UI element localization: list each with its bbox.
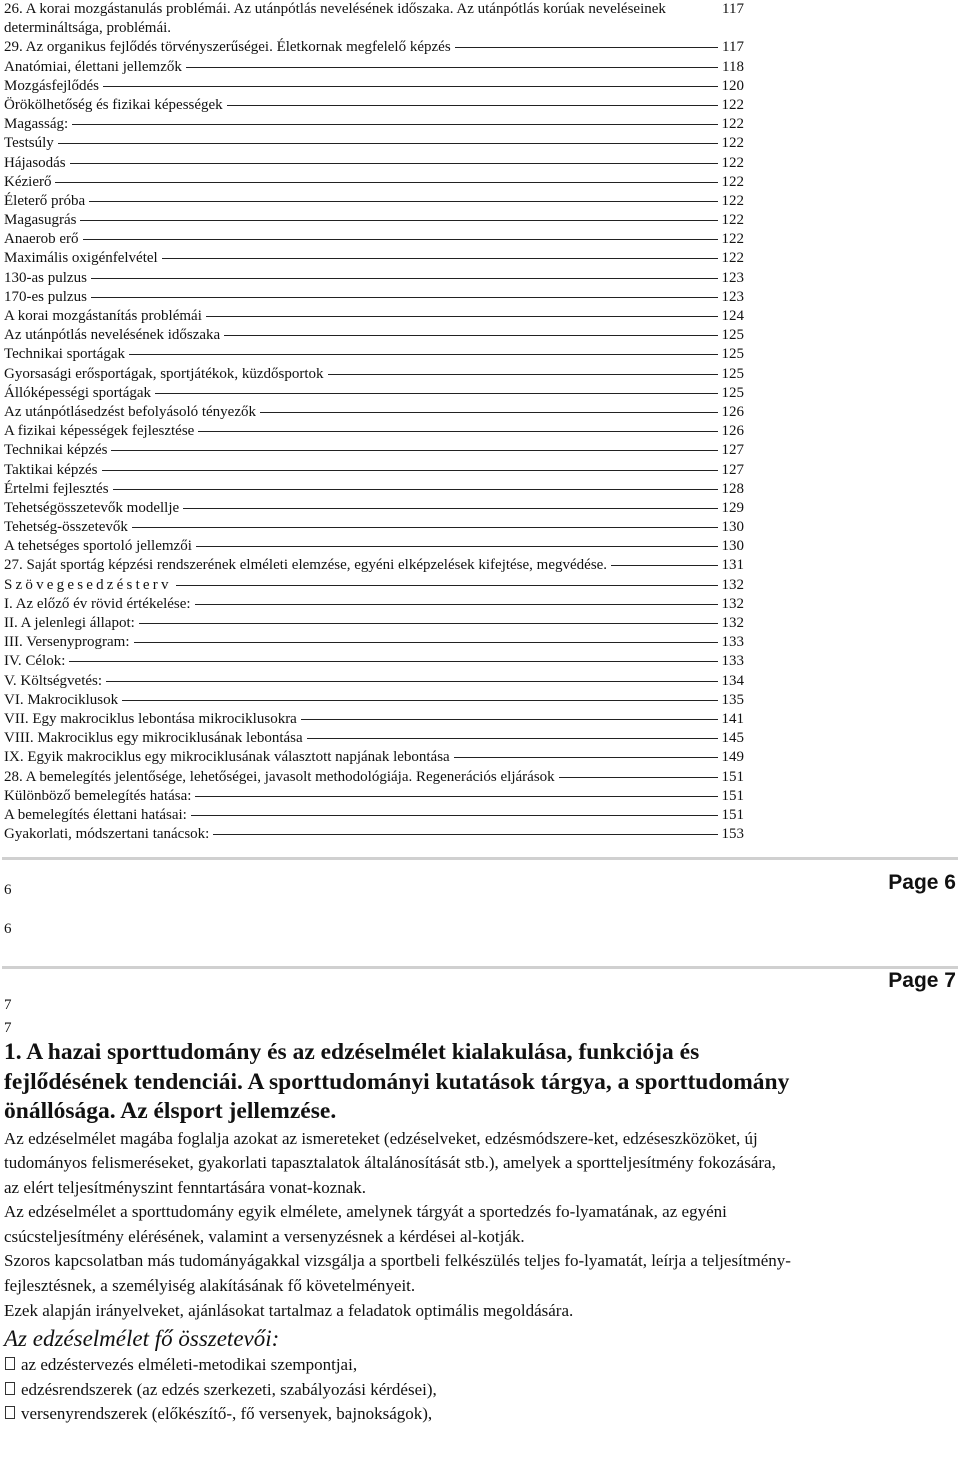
bullet-item xyxy=(4,1402,794,1427)
toc-entry-page: 122 xyxy=(721,231,744,248)
toc-entry-title: Kézierő xyxy=(4,173,52,190)
toc-entry[interactable] xyxy=(4,633,744,652)
toc-entry-page: 126 xyxy=(721,423,744,440)
toc-entry[interactable] xyxy=(4,307,744,326)
toc-entry-page: 122 xyxy=(721,192,744,209)
toc-entry[interactable] xyxy=(4,345,744,364)
toc-entry-page: 122 xyxy=(721,212,744,229)
bullet-box-icon xyxy=(5,1382,15,1395)
page-number: 7 xyxy=(4,997,12,1013)
toc-leader-line xyxy=(113,489,718,490)
toc-entry-title: 26. A korai mozgástanulás problémái. Az utánpótlás nevelésének időszaka. Az utánpótlás korúak neveléseinek determináltsága, problémái. xyxy=(4,1,666,37)
toc-leader-line xyxy=(69,661,717,662)
toc-leader-line xyxy=(227,105,718,106)
toc-leader-line xyxy=(155,393,717,394)
toc-entry-title: Testsúly xyxy=(4,135,54,152)
toc-entry[interactable] xyxy=(4,537,744,556)
toc-entry-title: 130-as pulzus xyxy=(4,269,87,286)
toc-entry[interactable] xyxy=(4,595,744,614)
toc-entry-page: 122 xyxy=(721,173,744,190)
toc-entry-title: Értelmi fejlesztés xyxy=(4,480,109,497)
toc-entry[interactable] xyxy=(4,499,744,518)
toc-entry[interactable] xyxy=(4,576,744,595)
page-number: 6 xyxy=(4,921,12,937)
toc-entry-title: Mozgásfejlődés xyxy=(4,77,99,94)
toc-entry-title: Tehetség-összetevők xyxy=(4,519,128,536)
toc-entry-page: 125 xyxy=(721,384,744,401)
toc-entry[interactable] xyxy=(4,806,744,825)
toc-entry-page: 149 xyxy=(721,749,744,766)
toc-leader-line xyxy=(139,623,718,624)
toc-entry[interactable] xyxy=(4,365,744,384)
toc-entry-page: 122 xyxy=(721,154,744,171)
toc-entry-page: 125 xyxy=(721,346,744,363)
toc-leader-line xyxy=(186,67,718,68)
toc-entry-page: 133 xyxy=(721,653,744,670)
toc-leader-line xyxy=(183,508,717,509)
toc-entry-page: 151 xyxy=(721,806,744,823)
toc-entry-page: 122 xyxy=(721,96,744,113)
toc-entry-page: 130 xyxy=(721,519,744,536)
toc-entry-title: Életerő próba xyxy=(4,192,86,209)
toc-entry-title: Taktikai képzés xyxy=(4,461,98,478)
toc-entry[interactable] xyxy=(4,461,744,480)
toc-leader-line xyxy=(455,47,718,48)
toc-leader-line xyxy=(132,527,718,528)
toc-entry[interactable] xyxy=(4,518,744,537)
toc-entry[interactable] xyxy=(4,422,744,441)
toc-entry[interactable] xyxy=(4,748,744,767)
toc-entry-page: 122 xyxy=(721,250,744,267)
toc-leader-line xyxy=(301,719,718,720)
bullet-item xyxy=(4,1353,794,1378)
toc-leader-line xyxy=(206,316,718,317)
chapter-heading: 1. A hazai sporttudomány és az edzéselmélet kialakulása, funkciója és fejlődésének tendenciái. A sporttudományi kutatások tárgya, a sporttudomány önállósága. Az élsport jellemzése. xyxy=(4,1039,790,1124)
toc-entry-page: 117 xyxy=(722,39,744,56)
toc-entry-title: Technikai sportágak xyxy=(4,346,125,363)
toc-leader-line xyxy=(91,278,718,279)
toc-leader-line xyxy=(559,777,718,778)
toc-leader-line xyxy=(83,239,718,240)
toc-entry-page: 117 xyxy=(722,1,744,18)
toc-entry[interactable] xyxy=(4,384,744,403)
toc-entry-title: Örökölhetőség és fizikai képességek xyxy=(4,96,223,113)
toc-entry-page: 123 xyxy=(721,269,744,286)
toc-entry-title: Anatómiai, élettani jellemzők xyxy=(4,58,182,75)
toc-entry[interactable] xyxy=(4,652,744,671)
toc-entry[interactable] xyxy=(4,0,744,38)
toc-entry[interactable] xyxy=(4,825,744,844)
toc-entry-title: A fizikai képességek fejlesztése xyxy=(4,423,195,440)
toc-entry-page: 151 xyxy=(721,787,744,804)
toc-leader-line xyxy=(307,738,718,739)
toc-entry-title: Az utánpótlásedzést befolyásoló tényezők xyxy=(4,403,256,420)
toc-leader-line xyxy=(102,470,718,471)
toc-entry-page: 129 xyxy=(721,499,744,516)
paragraph: Az edzéselmélet a sporttudomány egyik elmélete, amelynek tárgyát a sportedzés fo-lyamatának, az egyéni csúcsteljesítmény elérésének, valamint a versenyzésnek a kérdései al-kotják. xyxy=(4,1202,727,1246)
toc-entry[interactable] xyxy=(4,115,744,134)
toc-leader-line xyxy=(80,220,717,221)
toc-entry-title: III. Versenyprogram: xyxy=(4,634,130,651)
toc-entry[interactable] xyxy=(4,691,744,710)
toc-entry-page: 126 xyxy=(721,403,744,420)
toc-entry[interactable] xyxy=(4,326,744,345)
toc-entry-page: 151 xyxy=(721,768,744,785)
toc-entry-title: Tehetségösszetevők modellje xyxy=(4,499,180,516)
bullet-text: edzésrendszerek (az edzés szerkezeti, szabályozási kérdései), xyxy=(21,1379,437,1399)
toc-entry-title: A bemelegítés élettani hatásai: xyxy=(4,806,187,823)
toc-leader-line xyxy=(213,834,717,835)
toc-entry-title: Az utánpótlás nevelésének időszaka xyxy=(4,327,221,344)
page-number: 7 xyxy=(4,1020,12,1036)
toc-entry[interactable] xyxy=(4,134,744,153)
toc-entry-title: A korai mozgástanítás problémái xyxy=(4,308,202,325)
toc-leader-line xyxy=(70,163,718,164)
bullet-item xyxy=(4,1378,794,1403)
toc-leader-line xyxy=(91,297,718,298)
toc-leader-line xyxy=(454,757,718,758)
toc-entry-title: I. Az előző év rövid értékelése: xyxy=(4,595,191,612)
table-of-contents xyxy=(4,0,744,844)
toc-leader-line xyxy=(162,258,718,259)
toc-entry-page: 122 xyxy=(721,116,744,133)
toc-entry[interactable] xyxy=(4,729,744,748)
toc-entry-title: Különböző bemelegítés hatása: xyxy=(4,787,192,804)
toc-leader-line xyxy=(196,546,718,547)
toc-entry-title: 170-es pulzus xyxy=(4,288,87,305)
page-6-label: Page 6 xyxy=(888,871,956,894)
toc-entry-page: 141 xyxy=(721,710,744,727)
toc-entry-page: 132 xyxy=(721,576,744,593)
toc-entry-title: IV. Célok: xyxy=(4,653,66,670)
toc-entry-title: 29. Az organikus fejlődés törvényszerűségei. Életkornak megfelelő képzés xyxy=(4,39,451,56)
toc-entry[interactable] xyxy=(4,288,744,307)
toc-leader-line xyxy=(106,681,717,682)
paragraph: Az edzéselmélet magába foglalja azokat az ismereteket (edzéselveket, edzésmódszere-ket, edzéseszközöket, új tudományos felismeréseket, gyakorlati tapasztalatok általánosítását stb.), amelyek a sportteljesítmény fokozására, az elért teljesítményszint fenntartására vonat-koznak. xyxy=(4,1128,776,1197)
toc-leader-line xyxy=(55,182,717,183)
toc-entry[interactable] xyxy=(4,77,744,96)
toc-entry-title: Gyorsasági erősportágak, sportjátékok, küzdősportok xyxy=(4,365,324,382)
toc-entry-page: 127 xyxy=(721,442,744,459)
toc-entry-page: 145 xyxy=(721,730,744,747)
toc-entry-page: 134 xyxy=(721,672,744,689)
toc-entry[interactable] xyxy=(4,556,744,575)
toc-entry-page: 118 xyxy=(722,58,744,75)
bullet-text: az edzéstervezés elméleti-metodikai szempontjai, xyxy=(21,1355,358,1375)
toc-entry-page: 132 xyxy=(721,595,744,612)
toc-entry[interactable] xyxy=(4,173,744,192)
toc-leader-line xyxy=(611,565,717,566)
toc-entry-page: 128 xyxy=(721,480,744,497)
toc-entry-title: VIII. Makrociklus egy mikrociklusának lebontása xyxy=(4,730,303,747)
toc-entry-title: VII. Egy makrociklus lebontása mikrociklusokra xyxy=(4,710,297,727)
toc-entry[interactable] xyxy=(4,230,744,249)
toc-leader-line xyxy=(224,335,717,336)
toc-entry-title: Hájasodás xyxy=(4,154,66,171)
bullet-text: versenyrendszerek (előkészítő-, fő versenyek, bajnokságok), xyxy=(21,1404,433,1424)
section-subheading: Az edzéselmélet fő összetevői: xyxy=(4,1326,280,1352)
toc-leader-line xyxy=(134,642,718,643)
toc-leader-line xyxy=(122,700,717,701)
toc-leader-line xyxy=(58,143,718,144)
toc-entry[interactable] xyxy=(4,710,744,729)
toc-entry[interactable] xyxy=(4,58,744,77)
toc-entry-page: 122 xyxy=(721,135,744,152)
toc-entry-title: Gyakorlati, módszertani tanácsok: xyxy=(4,826,210,843)
toc-entry[interactable] xyxy=(4,269,744,288)
toc-leader-line xyxy=(103,86,718,87)
toc-entry-page: 124 xyxy=(721,308,744,325)
toc-entry-page: 135 xyxy=(721,691,744,708)
toc-entry[interactable] xyxy=(4,672,744,691)
toc-entry-page: 123 xyxy=(721,288,744,305)
toc-leader-line xyxy=(129,354,718,355)
toc-entry-title: 27. Saját sportág képzési rendszerének elméleti elemzése, egyéni elképzelések kifejtése, megvédése. xyxy=(4,557,608,574)
chapter-content xyxy=(4,1038,794,1427)
toc-entry-title: 28. A bemelegítés jelentősége, lehetőségei, javasolt methodológiája. Regenerációs eljárások xyxy=(4,768,555,785)
toc-leader-line xyxy=(260,412,718,413)
toc-entry[interactable] xyxy=(4,480,744,499)
toc-entry-title: II. A jelenlegi állapot: xyxy=(4,615,135,632)
toc-entry-page: 133 xyxy=(721,634,744,651)
page-number: 6 xyxy=(4,882,12,898)
page-separator xyxy=(2,966,958,969)
toc-entry[interactable] xyxy=(4,249,744,268)
toc-leader-line xyxy=(176,585,718,586)
toc-entry-title: Magasugrás xyxy=(4,212,77,229)
toc-entry-page: 125 xyxy=(721,365,744,382)
toc-leader-line xyxy=(191,815,718,816)
toc-entry[interactable] xyxy=(4,38,744,57)
toc-entry[interactable] xyxy=(4,154,744,173)
toc-leader-line xyxy=(72,124,717,125)
toc-entry-title: Anaerob erő xyxy=(4,231,79,248)
toc-entry-title: V. Költségvetés: xyxy=(4,672,103,689)
toc-leader-line xyxy=(195,796,717,797)
toc-leader-line xyxy=(198,431,717,432)
page-7-label: Page 7 xyxy=(888,969,956,992)
toc-entry[interactable] xyxy=(4,614,744,633)
toc-entry[interactable] xyxy=(4,192,744,211)
toc-leader-line xyxy=(195,604,718,605)
toc-entry-title: Szövegesedzésterv xyxy=(4,576,172,593)
toc-leader-line xyxy=(89,201,717,202)
toc-entry-page: 153 xyxy=(721,826,744,843)
toc-entry-title: A tehetséges sportoló jellemzői xyxy=(4,538,192,555)
toc-entry-page: 127 xyxy=(721,461,744,478)
toc-entry[interactable] xyxy=(4,768,744,787)
toc-entry-title: Technikai képzés xyxy=(4,442,108,459)
toc-entry[interactable] xyxy=(4,441,744,460)
toc-entry[interactable] xyxy=(4,96,744,115)
paragraph: Szoros kapcsolatban más tudományágakkal vizsgálja a sportbeli felkészülés teljes fo-lyamatát, leírja a teljesítmény-fejlesztésnek, a személyiség alakításának fő követelményeit. xyxy=(4,1251,791,1296)
toc-entry-title: VI. Makrociklusok xyxy=(4,691,119,708)
toc-entry-page: 120 xyxy=(721,77,744,94)
toc-entry[interactable] xyxy=(4,403,744,422)
toc-leader-line xyxy=(111,450,717,451)
toc-entry-page: 130 xyxy=(721,538,744,555)
toc-entry-title: Állóképességi sportágak xyxy=(4,384,152,401)
paragraph: Ezek alapján irányelveket, ajánlásokat tartalmaz a feladatok optimális megoldására. xyxy=(4,1300,574,1320)
bullet-box-icon xyxy=(5,1406,15,1419)
toc-entry[interactable] xyxy=(4,211,744,230)
page-separator xyxy=(2,857,958,860)
toc-entry[interactable] xyxy=(4,787,744,806)
toc-entry-page: 125 xyxy=(721,327,744,344)
toc-entry-title: Maximális oxigénfelvétel xyxy=(4,250,158,267)
toc-entry-title: Magasság: xyxy=(4,116,69,133)
toc-entry-page: 131 xyxy=(721,557,744,574)
bullet-box-icon xyxy=(5,1357,15,1370)
toc-entry-page: 132 xyxy=(721,615,744,632)
toc-leader-line xyxy=(328,374,718,375)
toc-entry-title: IX. Egyik makrociklus egy mikrociklusának választott napjának lebontása xyxy=(4,749,450,766)
